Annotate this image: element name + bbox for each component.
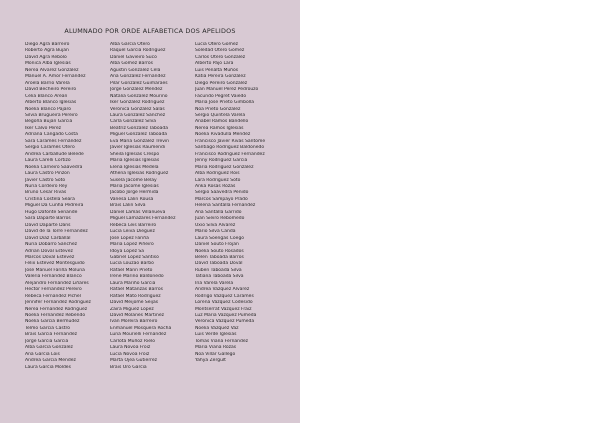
student-name: Jorge Garcia Garcia: [25, 338, 69, 344]
student-name: Anka Rosas Rozas: [195, 183, 236, 189]
student-name: Belen Taboada Barros: [195, 254, 244, 260]
student-name: Carla Gonzalez Silva: [110, 119, 156, 125]
student-name: Lucia Novoa Froiz: [110, 351, 150, 357]
student-name: Noa Prieto Gonzalez: [195, 106, 241, 112]
student-name: Maria Jacome Iglesias: [110, 183, 159, 189]
student-name: Silvia Brugueira Pereiro: [25, 112, 78, 118]
student-name: Jacobo Jorge Hermida: [110, 190, 159, 196]
student-name: Carlota Muñoz Rielo: [110, 338, 155, 344]
student-name: David Agra Rebolo: [25, 54, 67, 60]
student-name: Raquel Garcia Rodriguez: [110, 48, 166, 54]
student-name: Noelia Souto Rosados: [195, 248, 244, 254]
student-name: Laura Garcia Moldes: [25, 364, 71, 370]
student-name: Sara Caramés Fernández: [25, 138, 82, 144]
student-name: Miguel Lamazares Fernandez: [110, 216, 176, 222]
student-name: Eva Maria Gonzalez Trevin: [110, 138, 170, 144]
student-name: Pilar Gonzalez Guimaraes: [110, 80, 168, 86]
names-column-3: [195, 42, 281, 365]
student-name: Alba Garcia Otero: [110, 42, 150, 47]
student-name: Beatriz Gonzalez Taboada: [110, 125, 169, 131]
student-name: Rafael Mato Rodriguez: [110, 293, 161, 299]
student-name: Jose Manuel Fariña Moluna: [25, 267, 85, 273]
student-name: Montserrat Vazquez Fraiz: [195, 306, 252, 312]
student-name: Iker Calvo Perez: [25, 125, 62, 131]
student-name: Laura Mariño Garcia: [110, 280, 156, 286]
student-name: Brais Oro Garcia: [110, 364, 147, 370]
student-name: Tomas Viana Fernandez: [195, 338, 249, 344]
student-name: Iria Varela Varela: [195, 280, 234, 286]
student-name: Nuria Cordeiro Rey: [25, 183, 68, 189]
student-name: Jenny Rodriguez Garcia: [195, 158, 248, 164]
student-name: Lorena Vazquez Codesido: [195, 300, 253, 306]
student-name: Sergio Saavedra Penido: [195, 190, 249, 196]
student-name: Tatiana Taboada Silva: [195, 274, 244, 280]
student-name: Telmo Garcia Castro: [25, 325, 70, 331]
student-name: Daniel Gavieiro Suco: [110, 54, 157, 60]
student-name: David Taboada Doval: [195, 261, 243, 267]
student-name: Daniel Lamas Villanueva: [110, 209, 166, 215]
student-name: Mario Silva Canda: [195, 229, 236, 235]
student-name: Marcos Doval Estevez: [25, 254, 75, 260]
student-name: Noelia Fernandez Rebendo: [25, 313, 86, 319]
student-name: Gabriel Lopez Santiso: [110, 254, 159, 260]
student-name: Rebeca Fernandez Pichel: [25, 293, 81, 299]
student-name: Javier Iglesias Raumendi: [110, 145, 166, 151]
student-name: Felix Estevez Montesguido: [25, 261, 85, 267]
student-name: Agustin Gonzalez Cela: [110, 67, 161, 73]
student-name: Lucia Otero Gomez: [195, 42, 238, 47]
student-name: Veronica Gonzalez Salas: [110, 106, 165, 112]
student-name: Elena Iglesias Medela: [110, 164, 159, 170]
student-name: David Molanes Martinez: [110, 313, 164, 319]
student-name: Idoya Lopez Sa: [110, 248, 145, 254]
student-name: Miguel Da Cunha Pedreira: [25, 203, 84, 209]
student-name: Marta Ojea Gutierrez: [110, 358, 157, 364]
student-name: Cristina Costela Seara: [25, 196, 75, 202]
student-name: Rebeca Leis Barreiro: [110, 222, 157, 228]
student-name: Irene Marino Baldonedo: [110, 274, 164, 280]
student-name: Sergio Caramés Otero: [25, 145, 75, 151]
student-name: David Becheiro Pereiro: [25, 87, 77, 93]
student-name: Noa Villar Gallego: [195, 351, 236, 357]
student-name: Enmanuel Mosquera Rocha: [110, 325, 172, 331]
student-name: Uxio Silva Alvarez: [195, 222, 236, 228]
student-name: Maria Jose Prieto Gimbolla: [195, 100, 254, 106]
student-name: Aroela Barrio Varela: [25, 80, 70, 86]
student-name: Laura Novoa Froiz: [110, 345, 151, 351]
student-name: Francisco Rodriguez Fernandez: [195, 151, 265, 157]
student-name: Brais Garcia Fernandez: [25, 332, 77, 338]
student-name: Noelia Carneiro Saavedra: [25, 164, 83, 170]
student-name: Alba Garcia Gonzalez: [25, 345, 73, 351]
student-name: Alberto Pajo Lara: [195, 61, 234, 67]
student-name: Juan Manuel Perez Pedrouzo: [195, 87, 259, 93]
student-name: Miguel Gonzalez Taboada: [110, 132, 168, 138]
student-name: Francisco Javier Rivas Santome: [195, 138, 266, 144]
student-name: Helena Santalla Fernandez: [195, 203, 256, 209]
student-name: Marcos Sampayo Prado: [195, 196, 248, 202]
student-name: Alba Gomez Barros: [110, 61, 154, 67]
student-name: Ivan Moreira Barreiro: [110, 319, 158, 325]
student-name: Sara Daparte Barros: [25, 216, 71, 222]
student-name: Begoña Bujan Garcia: [25, 119, 73, 125]
student-name: Alejandro Fernandez Liñares: [25, 280, 89, 286]
student-name: Javier Castro Soto: [25, 177, 66, 183]
student-name: Nerea Fernandez Rodriguez: [25, 306, 88, 312]
student-name: Katia Pereira Gonzalez: [195, 74, 246, 80]
student-name: Hector Fernandez Pereiro: [25, 287, 82, 293]
student-name: Alba Rodriguez Rois: [195, 171, 240, 177]
student-name: Nerea Ramos Iglesias: [195, 125, 244, 131]
student-name: Rodrigo Vazquez Caramés: [195, 293, 254, 299]
student-name: Adriana Cangado Costa: [25, 132, 78, 138]
student-name: Alberto Blanco Iglesias: [25, 100, 77, 106]
student-name: Lucia Leiva Dieguez: [110, 229, 155, 235]
student-name: Valeria Fernandez Blanco: [25, 274, 82, 280]
student-name: Noelia Blanco Pajaro: [25, 106, 71, 112]
student-name: Maria Lopez Piñeiro: [110, 242, 154, 248]
student-name: Celia Blanco Arean: [25, 93, 68, 99]
student-name: Rafael Matanzas Barros: [110, 287, 163, 293]
student-name: Ana Gonzalez Fernandez: [110, 74, 166, 80]
student-name: Andrea Garcia Mendez: [25, 358, 76, 364]
student-name: Maria Viana Rozas: [195, 345, 237, 351]
student-name: Laura Soengas Coego: [195, 235, 245, 241]
student-name: David de la Torre Fernandez: [25, 229, 88, 235]
list-title: ALUMNADO POR ORDE ALFABETICA DOS APELIDOS: [64, 27, 236, 35]
student-name: Yahya Zergult: [195, 358, 226, 364]
student-name: Nuria Dobarro Sanchez: [25, 242, 77, 248]
student-name: Anabel Ramos Bandello: [195, 119, 249, 125]
student-name: Noelia Rivadulla Mendez: [195, 132, 251, 138]
student-name: Santiago Rodriguez Baldonedo: [195, 145, 265, 151]
student-name: Juan Sieiro Rebomedo: [195, 216, 245, 222]
student-name: Jose Lopez Fariña: [110, 235, 149, 241]
student-name: Veronica Vazquez Pumeda: [195, 319, 255, 325]
student-name: Facundo Pegret Vaiedo: [195, 93, 247, 99]
student-name: Luna Mourielli Fernandez: [110, 332, 167, 338]
student-name: Daniel Souto Frojan: [195, 242, 239, 248]
student-name: Rafael Mann Prieto: [110, 267, 153, 273]
student-name: Carlos Otero Gonzalez: [195, 54, 246, 60]
student-name: Maria Rodriguez Gonzalez: [195, 164, 254, 170]
student-name: Sergio Quintela Varela: [195, 112, 246, 118]
student-name: Noelia Garcia Bermudez: [25, 319, 80, 325]
student-name: Laura Carelli Cortizo: [25, 158, 71, 164]
student-name: Luis Verde Iglesias: [195, 332, 237, 338]
student-name: Bruno Cesar Rivas: [25, 190, 67, 196]
student-name: Brais Lalin Silva: [110, 203, 146, 209]
student-name: Ana Garcia Lois: [25, 351, 60, 357]
student-name: Laura Gonzalez Sanchez: [110, 112, 166, 118]
student-name: Diego Agra Barreiro: [25, 42, 70, 47]
student-name: Susela Jacome Belay: [110, 177, 157, 183]
student-name: Lara Rodriguez Soto: [195, 177, 241, 183]
student-name: Iker Gonzalez Rodriguez: [110, 100, 165, 106]
student-name: Athena Iglesias Rodriguez: [110, 171, 169, 177]
student-name: Maria Iglesias Iglesias: [110, 158, 160, 164]
student-name: Andrea Carballude Belede: [25, 151, 84, 157]
names-column-1: [25, 42, 111, 371]
student-name: Manuel A. Amor Fernandez: [25, 74, 86, 80]
student-name: Nerea Alvarez Gonzalez: [25, 67, 79, 73]
student-name: Natalia Gonzalez Mourino: [110, 93, 168, 99]
student-name: Jennifer Fernandez Rodriguez: [25, 300, 91, 306]
student-name: Hugo Dafonte Senande: [25, 209, 78, 215]
student-name: Ana Santalla Garrido: [195, 209, 242, 215]
student-name: Andrea Vazquez Alvarez: [195, 287, 250, 293]
names-column-2: [110, 42, 196, 371]
student-name: Monica Alba Iglesias: [25, 61, 71, 67]
student-name: Soledad Otero Gomez: [195, 48, 245, 54]
blank-facing-page: [300, 0, 600, 423]
student-name: David Daparte Dans: [25, 222, 71, 228]
student-name: Jorge Gonzalez Mendez: [110, 87, 163, 93]
student-name: Luis Penalta Muños: [195, 67, 239, 73]
student-name: Sheila Iglesias Crespo: [110, 151, 160, 157]
student-name: David Diaz Carballal: [25, 235, 71, 241]
student-name: Ruben Taboada Silva: [195, 267, 242, 273]
student-name: Lucia Louzao Barbo: [110, 261, 154, 267]
student-name: Roberto Agra Bujan: [25, 48, 69, 54]
student-name: Noelia Vazquez Vaz: [195, 325, 239, 331]
student-name: Adrian Doval Estevez: [25, 248, 73, 254]
student-name: David Meijome Seijas: [110, 300, 159, 306]
student-name: Diego Pereiro Gonzalez: [195, 80, 248, 86]
student-name: Vanesa Lalin Rousa: [110, 196, 154, 202]
student-name: Luz Maria Vazquez Pumeda: [195, 313, 257, 319]
student-name: Laura Castro Pinzon: [25, 171, 70, 177]
student-name: Zaira Miguez Lopez: [110, 306, 154, 312]
